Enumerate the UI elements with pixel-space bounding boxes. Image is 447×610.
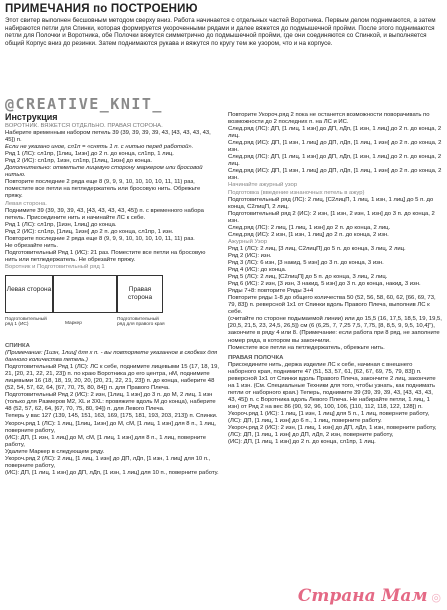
row-instruction: Укороч.ряд 2 (ЛС): 2 лиц, [1 лиц, 1 изн] до ДП, лДп, [1 изн, 1 лиц] для 10 п., поверните работу,	[5, 455, 211, 469]
text-line: Удалите Маркер в следующем ряду.	[5, 448, 105, 455]
text-line: Поместите все петли на петледержатель, обрежьте нить.	[228, 344, 385, 351]
row-instruction: Ряды 7+8: повторите Ряды 3+4	[228, 288, 314, 295]
collar-diagram	[5, 273, 219, 341]
row-instruction: (ИС): ДП, [1 лиц, 1 изн] до 2 п. до конца, сл1пр, 1 лиц.	[228, 439, 376, 446]
right-column	[228, 112, 442, 446]
note-line: (Примечание: [1изн, 1лиц] для х п. - вы повторяете указанное в скобках для данного количества петель.)	[5, 350, 218, 364]
row-instruction: След.ряд (ЛС): 2 лиц, [1 лиц, 1 изн] до 2 п. до конца, 2 лиц.	[228, 224, 391, 231]
text-line: (считайте по стороне подымаемой линии) или до 15,5 (16, 17,5, 18,5, 19, 19,5, [20,5, 21,5, 23, 24,5, 26,5]) см (6 (6,25, 7, 7,25 7,5, 7,75, [8, 8,5, 9, 9,5, 10,4]"), закончите в ряду 4 или 8. (Примечание: если работа при 8 ряд, не заполните номер ряда, в котором вы закончили.	[228, 316, 442, 344]
row-instruction: Ряд 1 (ЛС): сл1пр, [1изн, 1лиц] до конца.	[5, 221, 117, 228]
watermark-text: Страна Мам	[297, 586, 428, 606]
watermark-logo	[298, 586, 441, 606]
row-instruction: (ЛС): ДП, [1 лиц, 1 изн] до ДП, лДп, 2 изн, поверните работу,	[228, 432, 394, 439]
row-instruction: Повторите последние 2 ряда еще 8 (9, 9, 9, 10, 10, 10, 10, 11, 11) раз, поместите все петли на петледержатель или бросовую нить. Обрежьте пряжу.	[5, 179, 201, 200]
row-instruction: (ИС): ДП, [1 лиц, 1 изн] до ДП, лДп, [1 изн, 1 лиц] для 10 п., поверните работу.	[5, 469, 219, 476]
row-instruction: Ряд 2 (ИС): сл1пр, [1лиц, 1изн] до 2 п. до конца, сл1пр, 1 изн.	[5, 228, 174, 235]
text-line: Теперь у вас 127 (139, 145, 151, 163, 169, [175, 181, 193, 203, 213]) п. Спинки.	[5, 413, 218, 420]
intro-text: Этот свитер выполнен бесшовным методом сверху вниз. Работа начинается с отдельных частей Воротника. Первым делом поднимаются, а затем набираются петли для Спинки, которая формируется укороченными рядами и далее вяжется до подмышечной пройми. После этого поднимаются петли для Полочки и Воротника, обе Полочки вяжутся симметрично до подмышечной пройми, где они соединяются со Спинкой, и выполняется общий Корпус вниз до резинки. Затем поднимаются рукава и вяжутся по кругу тем же узором, что и на корпусе.	[5, 17, 436, 47]
text-line: Присоедините нить, держа изделие ЛС к себе, начиная с внешнего наборного края, поднимите 47 (51, 53, 57, 61, [62, 67, 69, 75, 79, 83]) п. реверсной 1х1 от Спинки вдоль Правого Плеча, закончите 2 лиц, закончите на 1 изн. (См. Специальные Техники для того, чтобы узнать, как поднимать петли от наборного края.) Теперь, поднимите 39 (39, 39, 39, 43, [43, 43, 43, 43, 45]) п. с Воротника вдоль Левого Плеча. Не набирайте петли, 1 лиц, 1 изн) от Ряд 2 на вес 86 (90, 92, 96, 100, 106, [110, 112, 118, 122, 128]) п.	[228, 361, 436, 410]
row-instruction: Подготовительный Ряд 2 (ИС): 2 изн, [1лиц, 1 изн] до 3 п. до М, 2 лиц, 1 изн (только для Размеров M2, XL и 3XL: провяжите вдоль М до конца), наберите 48 (52, 57, 62, 64, [67, 70, 75, 80, 94]) п. для Левого Плеча.	[5, 392, 216, 413]
row-instruction: След.ряд (ЛС): ДП, [1 лиц, 1 изн] до ДП, лДп, [1 изн, 1 лиц] до 2 п. до конца, 2 лиц.	[228, 126, 442, 140]
left-column	[5, 112, 219, 477]
text-line: Наберите временным набором петель 39 (39, 39, 39, 39, 43, [43, 43, 43, 43, 45]) п.	[5, 130, 211, 144]
row-instruction: (ЛС): ДП, [1 лиц, 1 изн] до 6 п., 1 лиц, поверните работу.	[228, 418, 382, 425]
row-instruction: Ряд 4 (ИС): до конца.	[228, 267, 287, 274]
instructions-heading: Инструкция	[5, 112, 58, 122]
diagram-caption: Воротник и Подготовительный ряд 1	[5, 263, 105, 270]
row-instruction: Повторите последние 2 ряда еще 8 (9, 9, 9, 10, 10, 10, 10, 11, 11) раз.	[5, 235, 195, 242]
diagram-left-side: Левая сторона	[5, 275, 53, 313]
row-instruction: Повторите ряды 1-8 до общего количества 50 (52, 56, 58, 60, 62, [66, 69, 73, 79, 83]) п. реверсной 1х1 от Спинки вдоль Правого Плеча, выполнив ЛС к себе.	[228, 295, 436, 316]
section-lace: Начинайте ажурный узор	[228, 182, 298, 189]
row-instruction: Повторите Укороч.ряд 2 пока не останется возможности поворачивать по возможности до 2 последних п. на ЛС и ИС.	[228, 112, 430, 126]
section-collar: ВОРОТНИК. ВЯЖЕТСЯ ОТДЕЛЬНО. ПРАВАЯ СТОРОНА.	[5, 123, 163, 129]
row-instruction: Ряд 2 (ИС): сл1пр, 1изн, сл1пр, [1лиц, 1изн] до конца.	[5, 158, 153, 165]
text-line: Не обрезайте нить.	[5, 242, 58, 249]
section-prep: Подготовка (введение изнаночных петель в ажур)	[228, 189, 365, 196]
row-instruction: (ИС): ДП, [1 изн, 1 лиц] до М, сМ, [1 лиц, 1 изн] для 8 п., 1 лиц, поверните работу,	[5, 434, 207, 448]
row-instruction: Ряд 6 (ИС): 2 изн, [3 изн, 3 накид, 5 изн] до 3 п. до конца, накид, 3 изн.	[228, 281, 421, 288]
row-instruction: Подготовительный Ряд 1 (ЛС): ЛС к себе, поднимите лицевыми 15 (17, 18, 19, 21, [20, 21, 22, 21, 23]) п. по краю Воротника до его центра, нМ, поднимите лицевыми 16 (18, 18, 19, 20, 20, [20, 21, 22, 21, 23]) п. до конца, наберите 48 (52, 54, 57, 62, 64, [67, 70, 75, 80, 84]) п. для Правого Плеча.	[5, 364, 219, 392]
section-right-front: ПРАВАЯ ПОЛОЧКА	[228, 354, 284, 361]
row-instruction: Ряд 1 (ЛС): 2 лиц, [3 лиц, С2лицП] до 5 п. до конца, 3 лиц, 2 лиц.	[228, 245, 406, 252]
section-left-side: Левая сторона.	[5, 200, 47, 207]
row-instruction: Подготовительный Ряд 1 (ИС): 21 раз. Поместите все петли на бросовую нить или петледержатель. Не обрезайте пряжу.	[5, 249, 206, 263]
row-instruction: След.ряд (ИС): ДП, [1 изн, 1 лиц] до ДП, лДп, [1 лиц, 1 изн] до 2 п. до конца, 2 изн.	[228, 168, 442, 182]
row-instruction: Ряд 3 (ЛС): 6 изн, [3 накид, 5 изн] до 3 п. до конца, 3 изн.	[228, 259, 384, 266]
row-instruction: Подготовительный ряд (ЛС): 2 лиц, [С2лицП, 1 лиц, 1 изн, 1 лиц] до 5 п. до конца, С2лицП, 2 лиц.	[228, 196, 434, 210]
row-instruction: След.ряд (ИС): 2 изн, [1 изн, 1 лиц] до 2 п. до конца, 2 изн.	[228, 231, 389, 238]
text-line: Поднимите 39 (39, 39, 39, 43, [43, 43, 43, 43, 45]) п. с временного набора петель. Присоедините нить и начинайте ЛС к себе.	[5, 207, 204, 221]
row-instruction: Ряд 1 (ЛС): сл1пр, [1лиц, 1изн] до 2 п. до конца, сл1пр, 1 лиц.	[5, 151, 174, 158]
diagram-label: Подготовительный ряд для правого края	[117, 316, 165, 328]
section-lace-pattern: Ажурный Узор	[228, 238, 268, 245]
section-back: СПИНКА	[5, 342, 30, 349]
row-instruction: Ряд 2 (ИС): изн.	[228, 252, 272, 259]
diagram-right-side: Правая сторона	[117, 275, 163, 313]
diagram-label: Маркер	[65, 320, 82, 326]
row-instruction: Укороч.ряд 1 (ЛС): 1 лиц, [1лиц, 1изн] до М, сМ, [1 лиц, 1 изн] для 8 п., 1 лиц, поверните работу,	[5, 420, 216, 434]
page-title: ПРИМЕЧАНИЯ по ПОСТРОЕНИЮ	[5, 3, 198, 15]
note-line: Если не указано иное, сл1п = «снять 1 п. с нитью перед работой».	[5, 144, 194, 151]
watermark-ring-icon: ◎	[427, 591, 441, 604]
row-instruction: Ряд 5 (ЛС): 2 лиц, [С2лицП] до 5 п. до конца, 3 лиц, 2 лиц.	[228, 274, 388, 281]
row-instruction: Укороч.ряд 2 (ИС): 2 изн, [1 лиц, 1 изн] до ДП, лДп, 1 изн, поверните работу,	[228, 425, 437, 432]
diagram-label: Подготовительный ряд 1 (ИС)	[5, 316, 47, 328]
row-instruction: След.ряд (ЛС): ДП, [1 лиц, 1 изн] до ДП, лДп, [1 изн, 1 лиц] до 2 п. до конца, 2 лиц.	[228, 154, 442, 168]
note-line: Дополнительно: отметьте лицевую сторону маркером или бросовой нитью.	[5, 165, 203, 179]
brand-handle: @CREATIVE_KNIT_	[5, 95, 163, 113]
row-instruction: Укороч.ряд 1 (ИС): 1 лиц, [1 изн, 1 лиц] для 5 п., 1 лиц, поверните работу,	[228, 410, 430, 417]
header	[5, 3, 442, 47]
diagram-middle	[53, 275, 117, 313]
row-instruction: След.ряд (ИС): ДП, [1 изн, 1 лиц] до ДП, лДп, [1 лиц, 1 изн] до 2 п. до конца, 2 изн.	[228, 140, 442, 154]
row-instruction: Подготовительный ряд 2 (ИС): 2 изн, [1 изн, 2 изн, 1 изн] до 3 п. до конца, 2 изн.	[228, 210, 435, 224]
